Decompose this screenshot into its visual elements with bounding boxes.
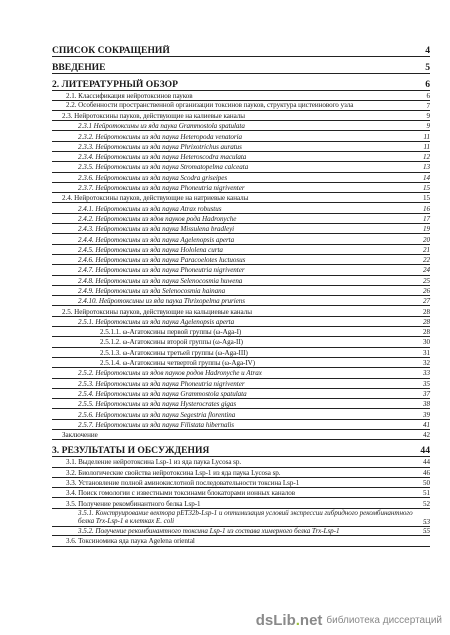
toc-entry-title: 2.5.1. Нейротоксины из яда паука Agelenopsis aperta — [78, 317, 235, 326]
toc-entry — [52, 121, 430, 131]
toc-entry-page: 14 — [423, 173, 430, 182]
toc-entry-page: 35 — [423, 379, 430, 388]
toc-entry — [52, 245, 430, 255]
toc-entry — [52, 173, 430, 183]
toc-entry-page: 15 — [423, 184, 430, 193]
toc-entry-page: 33 — [423, 369, 430, 378]
toc-entry-page: 42 — [423, 431, 430, 440]
toc-entry-title: 3.5. Получение рекомбинантного белка Lsp-1 — [66, 499, 201, 508]
toc-entry-title: 2.5.2. Нейротоксины из ядов пауков родов Hadronyche и Atrax — [78, 369, 262, 378]
toc-entry — [52, 306, 430, 316]
toc-entry-title: 2.5.4. Нейротоксины из яда паука Grammostola spatulata — [78, 389, 247, 398]
toc-entry-title: 2.4.9. Нейротоксины из яда Selenocosmia hainana — [78, 286, 226, 295]
toc-entry-page: 28 — [423, 317, 430, 326]
toc-entry — [52, 91, 430, 101]
toc-entry — [52, 131, 430, 141]
toc-entry-page: 44 — [420, 445, 430, 457]
toc-entry-title: 2.5.1.3. ω-Агатоксины третьей группы (ω-Aga-III) — [100, 348, 248, 357]
toc-entry-title: 2.3.2. Нейротоксины из яда паука Heteropoda venatoria — [78, 132, 242, 141]
toc-entry-title: 3.5.2. Получение рекомбинантного токсина Lsp-1 из состава химерного белка Trx-Lsp-1 — [78, 526, 340, 535]
toc-entry — [52, 101, 430, 111]
toc-entry-title: 2.4.7. Нейротоксины из яда паука Phoneutria nigriventer — [78, 266, 245, 275]
toc-entry — [52, 203, 430, 213]
toc-entry-page: 30 — [423, 338, 430, 347]
toc-entry-page: 41 — [423, 420, 430, 429]
toc-entry — [52, 57, 430, 74]
toc-entry — [52, 74, 430, 91]
toc-entry-title: 2.1. Классификация нейротоксинов пауков — [66, 92, 193, 101]
toc-entry — [52, 162, 430, 172]
toc-entry-title: 2.3.6. Нейротоксины из яда паука Scodra griseipes — [78, 173, 228, 182]
toc-entry — [52, 214, 430, 224]
toc-entry — [52, 193, 430, 203]
toc-entry-page: 26 — [423, 286, 430, 295]
toc-entry — [52, 468, 430, 478]
toc-entry — [52, 152, 430, 162]
toc-entry-page: 44 — [423, 458, 430, 467]
toc-entry — [52, 389, 430, 399]
toc-entry-page: 15 — [423, 194, 430, 203]
toc-entry-page: 37 — [423, 389, 430, 398]
toc-entry-page: 52 — [423, 499, 430, 508]
toc-entry — [52, 142, 430, 152]
toc-entry-page: 17 — [423, 214, 430, 223]
toc-entry-page: 51 — [423, 489, 430, 498]
toc-entry-page: 22 — [423, 256, 430, 265]
toc-entry-title: 2. ЛИТЕРАТУРНЫЙ ОБЗОР — [52, 78, 178, 90]
toc-entry — [52, 317, 430, 327]
toc-entry-page: 13 — [423, 163, 430, 172]
watermark — [256, 612, 442, 629]
toc-entry — [52, 457, 430, 467]
toc-entry-page: 28 — [423, 328, 430, 337]
toc-entry-page: 27 — [423, 297, 430, 306]
toc-entry-page: 28 — [423, 307, 430, 316]
toc-entry — [52, 399, 430, 409]
toc-entry-title: 3. РЕЗУЛЬТАТЫ И ОБСУЖДЕНИЯ — [52, 445, 210, 457]
toc-entry — [52, 111, 430, 121]
toc-entry-title: 2.5.1.4. ω-Агатоксины четвертой группы (ω-Aga-IV) — [100, 359, 256, 368]
toc-entry — [52, 358, 430, 368]
toc-entry-title: 3.1. Выделение нейротоксина Lsp-1 из яда паука Lycosa sp. — [66, 458, 242, 467]
toc-entry-page: 11 — [423, 132, 430, 141]
toc-entry-page: 6 — [426, 92, 430, 101]
toc-entry-title: 2.5.7. Нейротоксины из яда паука Filistata hibernalis — [78, 420, 234, 429]
watermark-logo: dsLib.net — [255, 612, 323, 629]
toc-entry — [52, 265, 430, 275]
toc-entry — [52, 430, 430, 440]
toc-entry-title: 2.5. Нейротоксины пауков, действующие на кальциевые каналы — [62, 307, 252, 316]
toc-entry-page: 31 — [423, 348, 430, 357]
toc-entry-page: 32 — [423, 359, 430, 368]
watermark-caption: библиотека диссертаций — [326, 615, 442, 626]
toc-entry-title: 2.2. Особенности пространственной организации токсинов пауков, структура цистеинового узла — [66, 101, 354, 110]
toc-entry-title: Заключение — [62, 431, 98, 440]
toc-entry-page: 11 — [423, 142, 430, 151]
toc-entry-title: 2.4.10. Нейротоксины из яда паука Thrixopelma pruriens — [78, 297, 245, 306]
toc-entry — [52, 440, 430, 457]
toc-entry-page: 24 — [423, 266, 430, 275]
toc-entry-page: 46 — [423, 468, 430, 477]
toc-entry-page: 39 — [423, 410, 430, 419]
toc-entry-title: 2.4.5. Нейротоксины из яда паука Hololena curta — [78, 245, 223, 254]
toc-entry — [52, 234, 430, 244]
toc-entry-page: 19 — [423, 225, 430, 234]
toc-entry-page: 38 — [423, 400, 430, 409]
toc-entry-title: 2.5.3. Нейротоксины из яда паука Phoneutria nigriventer — [78, 379, 245, 388]
toc-entry — [52, 409, 430, 419]
toc-entry-title: 2.3.3. Нейротоксины из яда паука Phrixotrichus auratus — [78, 142, 242, 151]
toc-entry-page: 55 — [423, 527, 430, 536]
toc-entry — [52, 327, 430, 337]
toc-entry — [52, 40, 430, 57]
toc-entry — [52, 183, 430, 193]
toc-entry-page: 25 — [423, 276, 430, 285]
toc-entry-page: 20 — [423, 235, 430, 244]
toc-entry — [52, 286, 430, 296]
toc-entry-title: 3.3. Установление полной аминокислотной последовательности токсина Lsp-1 — [66, 479, 300, 488]
toc-entry — [52, 478, 430, 488]
toc-entry — [52, 509, 430, 527]
toc-entry-page: 4 — [425, 44, 430, 56]
toc-entry-title: 2.4.8. Нейротоксины из яда паука Selenocosmia huwena — [78, 276, 243, 285]
toc-entry-title: 2.4.2. Нейротоксины из ядов пауков рода Hadronyche — [78, 214, 237, 223]
toc-entry-title: 2.4. Нейротоксины пауков, действующие на натриевые каналы — [62, 194, 249, 203]
toc-entry-page: 21 — [423, 245, 430, 254]
toc-entry-title: 2.5.6. Нейротоксины из яда паука Segestria florentina — [78, 410, 236, 419]
toc-entry-title: 2.3.7. Нейротоксины из яда паука Phoneutria nigriventer — [78, 184, 245, 193]
toc-entry — [52, 348, 430, 358]
toc-entry-title: 3.6. Токсиномика яда паука Agelena oriental — [66, 537, 195, 546]
toc-entry — [52, 296, 430, 306]
toc-entry-page: 7 — [426, 101, 430, 110]
toc-entry-title: 2.5.1.1. ω-Агатоксины первой группы (ω-Aga-I) — [100, 328, 242, 337]
toc-entry-title: 2.5.5. Нейротоксины из яда паука Hysterocrates gigas — [78, 400, 237, 409]
toc-entry-page: 12 — [423, 153, 430, 162]
toc-entry-title: 2.3.5. Нейротоксины из яда паука Stromatopelma calceata — [78, 163, 249, 172]
toc-entry — [52, 368, 430, 378]
toc-entry-title: 2.5.1.2. ω-Агатоксины второй группы (ω-Aga-II) — [100, 338, 243, 347]
toc-entry-title: 2.4.3. Нейротоксины из яда паука Missulena bradleyi — [78, 225, 235, 234]
toc-entry-title: 2.3. Нейротоксины пауков, действующие на калиевые каналы — [62, 111, 245, 120]
toc-entry-title: 2.4.4. Нейротоксины из яда паука Agelenopsis aperta — [78, 235, 235, 244]
toc-entry — [52, 420, 430, 430]
toc-entry — [52, 498, 430, 508]
toc-entry-title: 2.3.1 Нейротоксины из яда паука Grammostola spatulata — [78, 122, 245, 131]
toc-entry-page: 53 — [423, 517, 430, 526]
toc-entry-title: 2.4.1. Нейротоксины из яда паука Atrax robustus — [78, 204, 222, 213]
toc-entry-title: 3.5.1. Конструирование вектора pET32b-Lsp-1 и оптимизация условий экспрессии гибридного рекомбинантного белка Trx-Lsp-1 в клетках E. coli — [78, 508, 413, 526]
table-of-contents — [52, 40, 430, 547]
toc-entry — [52, 379, 430, 389]
toc-entry — [52, 337, 430, 347]
toc-entry-title: 2.4.6. Нейротоксины из яда паука Paracoelotes luctuosus — [78, 256, 246, 265]
toc-entry-title: 3.2. Биологические свойства нейротоксина Lsp-1 из яда паука Lycosa sp. — [66, 468, 281, 477]
toc-entry — [52, 255, 430, 265]
toc-entry — [52, 536, 430, 546]
toc-entry-page: 6 — [425, 78, 430, 90]
toc-entry-page: 9 — [426, 111, 430, 120]
toc-entry — [52, 488, 430, 498]
toc-entry-page: 50 — [423, 479, 430, 488]
toc-entry-title: ВВЕДЕНИЕ — [52, 61, 106, 73]
toc-entry-page: 9 — [426, 122, 430, 131]
toc-entry-page: 16 — [423, 204, 430, 213]
toc-entry-title: 2.3.4. Нейротоксины из яда паука Heteroscodra maculata — [78, 153, 247, 162]
toc-entry-title: 3.4. Поиск гомологии с известными токсинами блокаторами ионных каналов — [66, 489, 296, 498]
toc-entry — [52, 527, 430, 537]
toc-entry-title: СПИСОК СОКРАЩЕНИЙ — [52, 44, 170, 56]
toc-entry — [52, 224, 430, 234]
toc-entry — [52, 276, 430, 286]
toc-entry-page: 5 — [425, 61, 430, 73]
